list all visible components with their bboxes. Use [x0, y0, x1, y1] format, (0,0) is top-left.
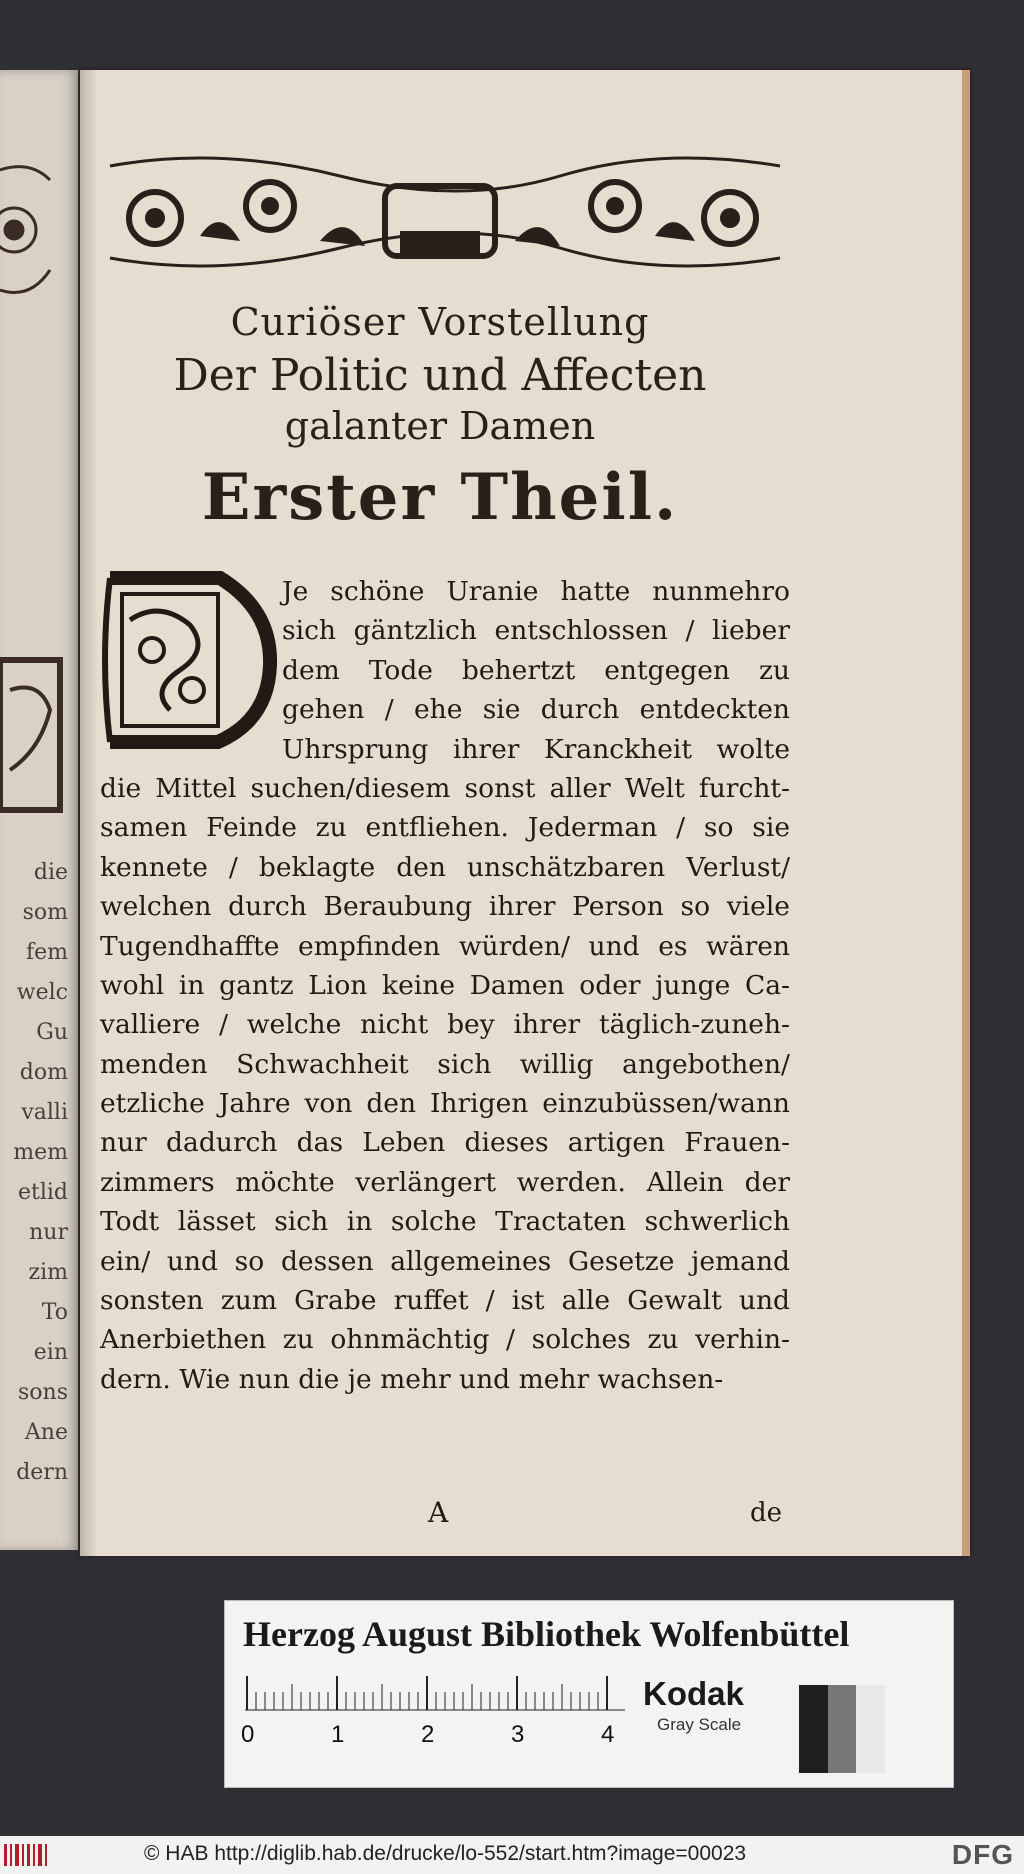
measurement-ruler	[241, 1676, 635, 1766]
scale-label: Gray Scale	[657, 1715, 742, 1734]
previous-page-fragment: ein	[33, 1340, 68, 1365]
ruler-number: 2	[421, 1721, 435, 1748]
previous-page-fragment: mem	[13, 1140, 68, 1165]
previous-page-fragment: nur	[29, 1220, 68, 1245]
previous-page-edge	[0, 70, 78, 1550]
color-reference-card	[224, 1600, 954, 1788]
previous-page-fragment: To	[41, 1300, 68, 1325]
text-line: Tugendhaffte empfinden würden/ und es wären	[100, 930, 790, 962]
previous-page-fragment: dom	[19, 1060, 68, 1085]
previous-page-fragment: sons	[18, 1380, 68, 1405]
gray-scale-patches	[799, 1685, 885, 1773]
ruler-number: 0	[241, 1721, 255, 1748]
previous-page-ornament	[0, 150, 70, 350]
gray-patch	[799, 1685, 828, 1773]
text-line: Uhrsprung ihrer Kranckheit wolte	[282, 733, 790, 765]
institution-name: Herzog August Bibliothek Wolfenbüttel	[243, 1614, 850, 1654]
text-line: wohl in gantz Lion keine Damen oder junge Ca-	[100, 969, 790, 1001]
previous-page-lines	[2, 860, 72, 1500]
barcode-icon	[4, 1844, 48, 1866]
previous-page-fragment: dern	[16, 1460, 68, 1485]
text-line: Je schöne Uranie hatte nunmehro	[282, 576, 790, 607]
gray-patch	[828, 1685, 857, 1773]
text-line: dem Tode behertzt entgegen zu	[282, 654, 790, 686]
text-line: valliere / welche nicht bey ihrer täglich-zuneh-	[100, 1009, 790, 1041]
previous-page-fragment: die	[33, 860, 68, 885]
brand-name: Kodak	[643, 1675, 744, 1712]
previous-page-fragment: fem	[25, 940, 68, 965]
text-line: kennete / beklagte den unschätzbaren Verlust/	[100, 851, 790, 883]
body-text	[100, 572, 790, 1399]
text-line: gehen / ehe sie durch entdeckten	[282, 694, 790, 726]
gutter-shadow	[80, 70, 98, 1556]
previous-page-fragment: zim	[28, 1260, 68, 1285]
previous-page-fragment: valli	[21, 1100, 68, 1125]
text-line: samen Feinde zu entfliehen. Jederman / so sie	[100, 812, 790, 844]
title-line-3: galanter Damen	[284, 404, 596, 448]
catchword: de	[750, 1498, 783, 1528]
floral-headpiece-ornament	[100, 146, 790, 278]
text-line: sich gäntzlich entschlossen / lieber	[282, 615, 790, 647]
signature-mark: A	[428, 1496, 449, 1529]
text-line: ein/ und so dessen allgemeines Gesetze jemand	[100, 1245, 790, 1277]
gray-patch	[856, 1685, 885, 1773]
previous-page-fragment: Ane	[24, 1420, 68, 1445]
text-line: nur dadurch das Leben dieses artigen Frauen-	[100, 1127, 790, 1159]
title-line-1: Curiöser Vorstellung	[230, 300, 650, 344]
text-line: dern. Wie nun die je mehr und mehr wachsen-	[100, 1363, 724, 1395]
previous-page-fragment: som	[22, 900, 68, 925]
previous-page-fragment: welc	[16, 980, 68, 1005]
ruler-number: 3	[511, 1721, 525, 1748]
title-line-2: Der Politic und Affecten	[173, 350, 707, 401]
dfg-logo: DFG	[951, 1839, 1014, 1870]
footer-credit-link[interactable]: © HAB http://diglib.hab.de/drucke/lo-552/start.htm?image=00023	[144, 1842, 747, 1865]
text-line: menden Schwachheit sich willig angebothen/	[100, 1048, 790, 1080]
previous-page-fragment: Gu	[36, 1020, 68, 1045]
ruler-number: 4	[601, 1721, 615, 1748]
previous-page-fragment: etlid	[17, 1180, 68, 1205]
footer-bar	[0, 1836, 1024, 1874]
text-line: etzliche Jahre von den Ihrigen einzubüssen/wann	[100, 1088, 790, 1120]
book-page	[80, 70, 970, 1556]
text-line: die Mittel suchen/diesem sonst aller Welt furcht-	[100, 772, 790, 804]
text-line: zimmers möchte verlängert werden. Allein der	[100, 1166, 790, 1198]
text-line: Todt lässet sich in solche Tractaten schwerlich	[100, 1206, 790, 1238]
text-line: Anerbiethen zu ohnmächtig / solches zu verhin-	[100, 1324, 790, 1356]
ruler-number: 1	[331, 1721, 345, 1748]
previous-page-initial	[0, 650, 70, 830]
title-line-part: Erster Theil.	[201, 460, 679, 535]
text-line: welchen durch Beraubung ihrer Person so viele	[100, 891, 790, 923]
text-line: sonsten zum Grabe ruffet / ist alle Gewalt und	[100, 1285, 790, 1317]
